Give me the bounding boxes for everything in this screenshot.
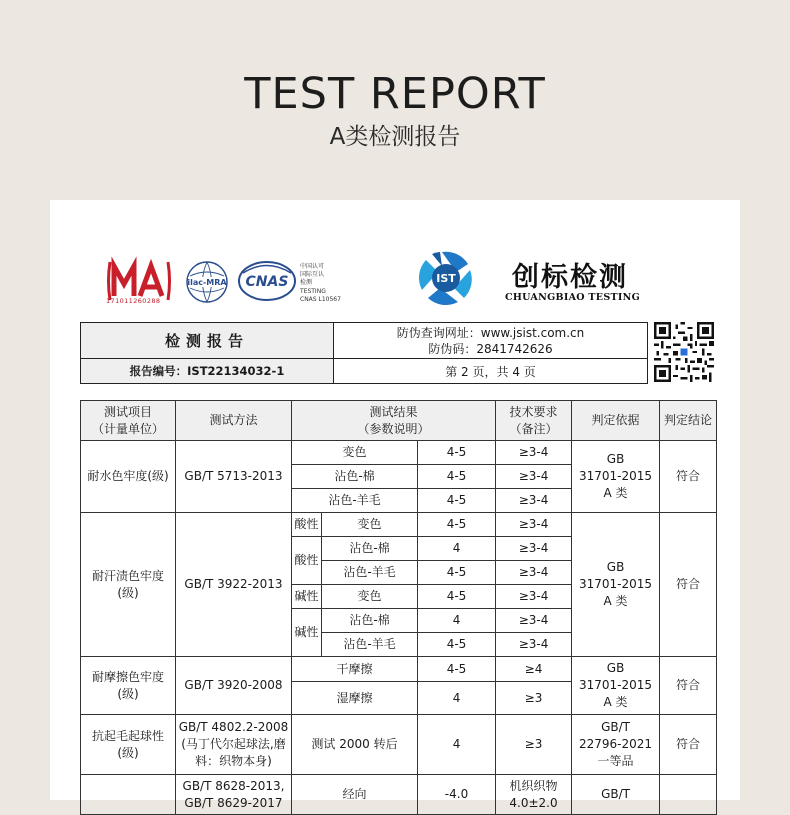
table-row <box>81 441 717 465</box>
cnas-label: CNAS <box>245 274 289 290</box>
param-cell: 干摩擦 <box>292 657 418 682</box>
qr-code <box>654 322 714 382</box>
value-cell: 4-5 <box>418 441 496 465</box>
value-cell: 4-5 <box>418 465 496 489</box>
param-cell: 沾色-棉 <box>322 609 418 633</box>
alkali-label: 碱性 <box>292 585 322 609</box>
cnas-line: 检测 <box>300 279 313 287</box>
param-cell: 沾色-羊毛 <box>322 561 418 585</box>
param-cell: 变色 <box>292 441 418 465</box>
ilac-mra-logo <box>184 260 230 304</box>
req-cell: ≥3-4 <box>496 609 572 633</box>
value-cell: 4 <box>418 609 496 633</box>
method-cell: GB/T 4802.2-2008 (马丁代尔起球法,磨 料：织物本身) <box>176 715 292 775</box>
req-cell: ≥3-4 <box>496 537 572 561</box>
method-cell: GB/T 8628-2013, GB/T 8629-2017 <box>176 775 292 815</box>
conclusion-cell: 符合 <box>660 513 717 657</box>
req-cell: ≥4 <box>496 657 572 682</box>
brand-name-cn: 创标检测 <box>512 262 628 293</box>
report-title: 检测报告 <box>81 323 334 359</box>
method-cell: GB/T 3922-2013 <box>176 513 292 657</box>
req-cell: ≥3-4 <box>496 585 572 609</box>
anticounterfeit-code: 防伪码：2841742626 <box>428 341 553 356</box>
param-cell: 沾色-棉 <box>322 537 418 561</box>
conclusion-cell <box>660 775 717 815</box>
report-header <box>80 322 648 384</box>
item-cell <box>81 775 176 815</box>
req-cell: 机织织物 4.0±2.0 <box>496 775 572 815</box>
cnas-info <box>300 263 341 304</box>
alkali-label: 碱性 <box>292 609 322 657</box>
report-number: 报告编号：IST22134032-1 <box>81 359 334 383</box>
cnas-logo <box>237 260 297 302</box>
req-cell: ≥3 <box>496 682 572 715</box>
page-subtitle: A类检测报告 <box>329 124 461 150</box>
ilac-label: ilac-MRA <box>187 278 227 287</box>
value-cell: 4-5 <box>418 513 496 537</box>
basis-cell: GB 31701-2015 A 类 <box>572 657 660 715</box>
cnas-line: CNAS L10567 <box>300 295 341 303</box>
param-cell: 变色 <box>322 513 418 537</box>
col-item: 测试项目 （计量单位） <box>81 401 176 441</box>
ist-logo <box>416 248 476 308</box>
value-cell: 4-5 <box>418 585 496 609</box>
req-cell: ≥3 <box>496 715 572 775</box>
req-cell: ≥3-4 <box>496 633 572 657</box>
param-cell: 测试 2000 转后 <box>292 715 418 775</box>
cma-code: 171011260288 <box>106 297 161 305</box>
req-cell: ≥3-4 <box>496 561 572 585</box>
req-cell: ≥3-4 <box>496 465 572 489</box>
param-cell: 沾色-羊毛 <box>292 489 418 513</box>
col-result: 测试结果 （参数说明） <box>292 401 496 441</box>
brand-name-en: CHUANGBIAO TESTING <box>505 292 641 303</box>
param-cell: 沾色-羊毛 <box>322 633 418 657</box>
param-cell: 变色 <box>322 585 418 609</box>
value-cell: 4-5 <box>418 489 496 513</box>
page-info: 第 2 页，共 4 页 <box>445 364 536 379</box>
item-cell: 抗起毛起球性 (级) <box>81 715 176 775</box>
value-cell: -4.0 <box>418 775 496 815</box>
cnas-line: 中国认可 <box>300 263 325 270</box>
acid-label: 酸性 <box>292 513 322 537</box>
req-cell: ≥3-4 <box>496 489 572 513</box>
value-cell: 4-5 <box>418 633 496 657</box>
conclusion-cell: 符合 <box>660 441 717 513</box>
col-conclusion: 判定结论 <box>660 401 717 441</box>
col-basis: 判定依据 <box>572 401 660 441</box>
table-row <box>81 775 717 815</box>
col-method: 测试方法 <box>176 401 292 441</box>
table-row <box>81 715 717 775</box>
value-cell: 4-5 <box>418 561 496 585</box>
basis-cell: GB 31701-2015 A 类 <box>572 441 660 513</box>
cnas-line: TESTING <box>300 287 326 295</box>
value-cell: 4-5 <box>418 657 496 682</box>
value-cell: 4 <box>418 715 496 775</box>
table-row <box>81 657 717 682</box>
method-cell: GB/T 5713-2013 <box>176 441 292 513</box>
item-cell: 耐汗渍色牢度 (级) <box>81 513 176 657</box>
value-cell: 4 <box>418 537 496 561</box>
method-cell: GB/T 3920-2008 <box>176 657 292 715</box>
basis-cell: GB/T <box>572 775 660 815</box>
page-title: TEST REPORT <box>244 69 546 119</box>
req-cell: ≥3-4 <box>496 441 572 465</box>
req-cell: ≥3-4 <box>496 513 572 537</box>
value-cell: 4 <box>418 682 496 715</box>
cnas-line: 国际互认 <box>300 271 325 279</box>
col-requirement: 技术要求 （备注） <box>496 401 572 441</box>
ist-label: IST <box>436 272 456 285</box>
basis-cell: GB 31701-2015 A 类 <box>572 513 660 657</box>
item-cell: 耐摩擦色牢度 (级) <box>81 657 176 715</box>
basis-cell: GB/T 22796-2021 一等品 <box>572 715 660 775</box>
param-cell: 沾色-棉 <box>292 465 418 489</box>
results-table <box>80 400 717 815</box>
param-cell: 湿摩擦 <box>292 682 418 715</box>
verification-website: 防伪查询网址：www.jsist.com.cn <box>396 325 585 340</box>
acid-label: 酸性 <box>292 537 322 585</box>
report-sheet <box>50 200 740 810</box>
conclusion-cell: 符合 <box>660 657 717 715</box>
table-row <box>81 513 717 537</box>
table-header-row <box>81 401 717 441</box>
item-cell: 耐水色牢度(级) <box>81 441 176 513</box>
conclusion-cell: 符合 <box>660 715 717 775</box>
param-cell: 经向 <box>292 775 418 815</box>
verification-info <box>334 323 647 359</box>
